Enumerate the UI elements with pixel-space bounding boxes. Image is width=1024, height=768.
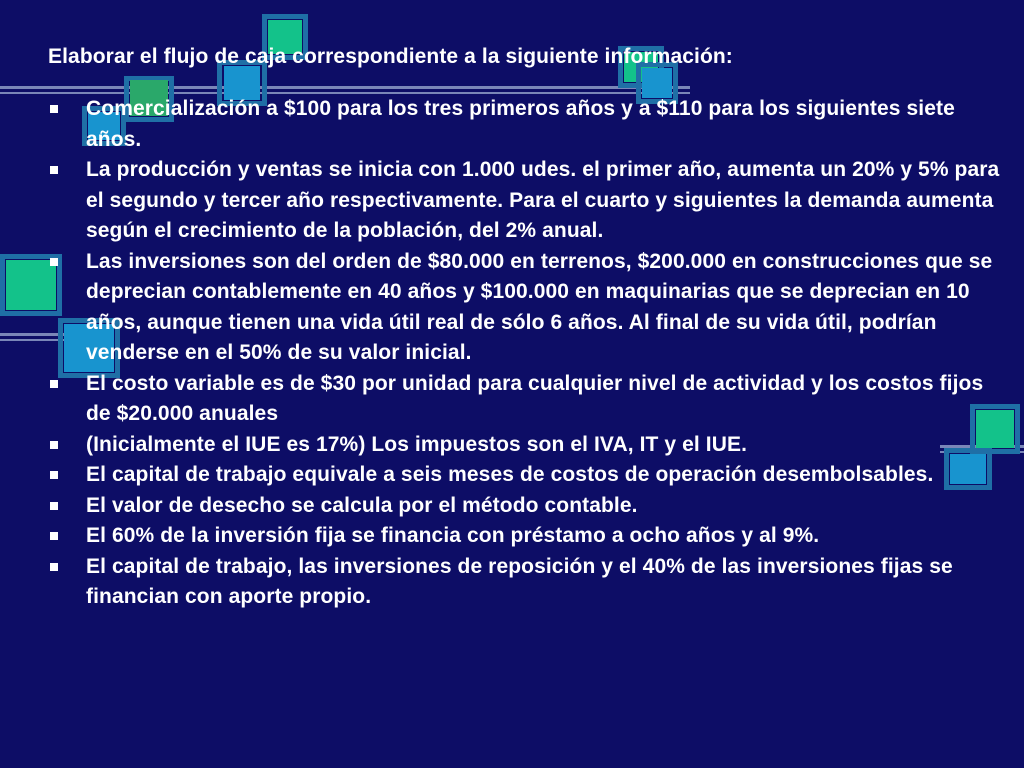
square-bullet-icon [50,380,58,388]
slide-heading: Elaborar el flujo de caja correspondiente a la siguiente información: [48,45,733,68]
bullet-list [48,94,1003,613]
bullet-item [48,521,1003,552]
bullet-text: Las inversiones son del orden de $80.000 en terrenos, $200.000 en construcciones que se deprecian contablemente en 40 años y $100.000 en maquinarias que se deprecian en 10 años, aunque tienen una vida útil real de sólo 6 años. Al final de su vida útil, podrían venderse en el 50% de su valor inicial. [86,249,993,364]
bullet-item [48,155,1003,247]
bullet-item [48,552,1003,613]
bullet-item [48,94,1003,155]
bullet-item [48,491,1003,522]
slide-content [48,42,1003,613]
bullet-text: Comercialización a $100 para los tres primeros años y a $110 para los siguientes siete años. [86,97,955,151]
bullet-item [48,460,1003,491]
square-bullet-icon [50,105,58,113]
square-bullet-icon [50,502,58,510]
square-bullet-icon [50,258,58,266]
bullet-text: (Inicialmente el IUE es 17%) Los impuestos son el IVA, IT y el IUE. [86,432,748,456]
bullet-text: El capital de trabajo equivale a seis meses de costos de operación desembolsables. [86,463,934,486]
square-bullet-icon [50,563,58,571]
bullet-item [48,430,1003,461]
square-bullet-icon [50,166,58,174]
square-bullet-icon [50,441,58,449]
square-bullet-icon [50,471,58,479]
bullet-text: El valor de desecho se calcula por el método contable. [86,493,638,517]
bullet-item [48,247,1003,369]
bullet-text: El capital de trabajo, las inversiones de reposición y el 40% de las inversiones fijas se financian con aporte propio. [86,554,953,608]
bullet-text: La producción y ventas se inicia con 1.000 udes. el primer año, aumenta un 20% y 5% para el segundo y tercer año respectivamente. Para el cuarto y siguientes la demanda aumenta según el crecimiento de la población, del 2% anual. [86,158,1000,242]
bullet-item [48,369,1003,430]
square-bullet-icon [50,532,58,540]
bullet-text: El costo variable es de $30 por unidad para cualquier nivel de actividad y los costos fijos de $20.000 anuales [86,371,984,425]
bullet-text: El 60% de la inversión fija se financia con préstamo a ocho años y al 9%. [86,524,820,547]
